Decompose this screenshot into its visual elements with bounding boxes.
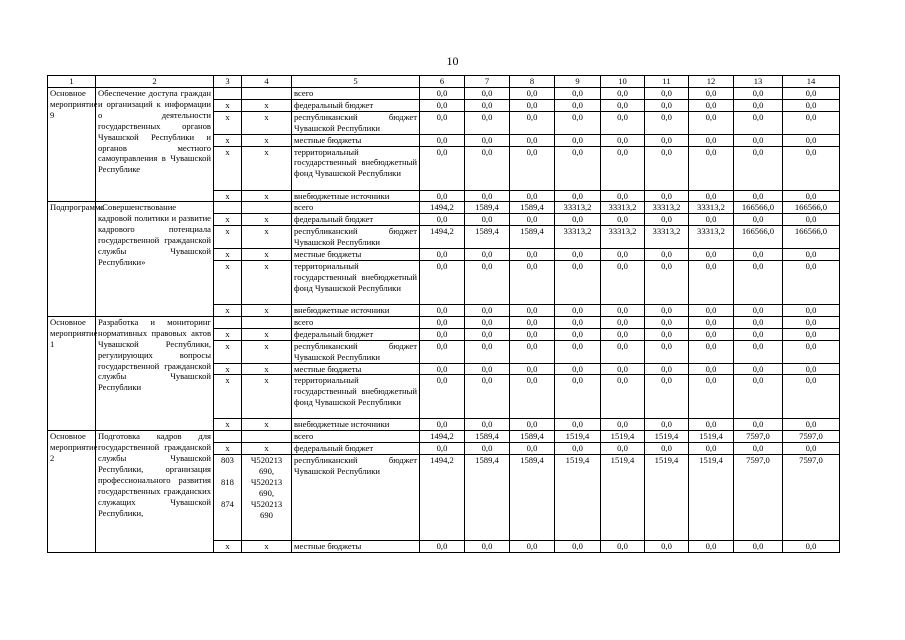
value-cell: 0,0 [601, 214, 645, 226]
value-cell: 0,0 [783, 328, 840, 340]
value-cell: 0,0 [783, 363, 840, 375]
value-cell: 0,0 [601, 304, 645, 316]
admin-code-cell: x [214, 419, 242, 431]
table-row [48, 202, 840, 214]
target-article-cell [242, 431, 292, 443]
header-cell-10: 10 [601, 76, 645, 88]
value-cell: 0,0 [783, 375, 840, 419]
value-cell: 0,0 [689, 340, 734, 363]
value-cell: 0,0 [555, 134, 601, 146]
funding-source-cell: внебюджетные источники [292, 419, 420, 431]
value-cell: 0,0 [420, 316, 465, 328]
value-cell: 0,0 [689, 328, 734, 340]
header-cell-14: 14 [783, 76, 840, 88]
value-cell: 0,0 [420, 249, 465, 261]
value-cell: 1589,4 [510, 226, 555, 249]
funding-source-cell: территориальный государственный внебюджетный фонд Чувашской Республики [292, 260, 420, 304]
admin-code-cell [214, 316, 242, 328]
value-cell: 7597,0 [734, 455, 783, 541]
value-cell: 0,0 [555, 99, 601, 111]
value-cell: 0,0 [420, 375, 465, 419]
value-cell: 0,0 [689, 146, 734, 190]
value-cell: 0,0 [734, 363, 783, 375]
value-cell: 0,0 [783, 190, 840, 202]
value-cell: 0,0 [689, 541, 734, 553]
value-cell: 0,0 [734, 328, 783, 340]
value-cell: 0,0 [465, 146, 510, 190]
value-cell: 0,0 [783, 316, 840, 328]
value-cell: 0,0 [601, 443, 645, 455]
value-cell: 0,0 [465, 190, 510, 202]
value-cell: 0,0 [783, 541, 840, 553]
value-cell: 1519,4 [601, 455, 645, 541]
value-cell: 0,0 [555, 541, 601, 553]
admin-code-cell: x [214, 304, 242, 316]
value-cell: 0,0 [420, 146, 465, 190]
value-cell: 0,0 [510, 419, 555, 431]
value-cell: 1519,4 [601, 431, 645, 443]
value-cell: 0,0 [510, 249, 555, 261]
value-cell: 0,0 [465, 443, 510, 455]
value-cell: 0,0 [734, 190, 783, 202]
value-cell: 1519,4 [555, 431, 601, 443]
value-cell: 0,0 [465, 249, 510, 261]
admin-code-cell: x [214, 226, 242, 249]
header-cell-6: 6 [420, 76, 465, 88]
value-cell: 0,0 [783, 443, 840, 455]
admin-code-cell [214, 88, 242, 100]
admin-code-cell: x [214, 111, 242, 134]
program-level-cell: Основное мероприятие 2 [48, 431, 96, 553]
value-cell: 0,0 [689, 190, 734, 202]
value-cell: 0,0 [689, 214, 734, 226]
funding-source-cell: местные бюджеты [292, 134, 420, 146]
funding-source-cell: внебюджетные источники [292, 304, 420, 316]
value-cell: 1589,4 [510, 431, 555, 443]
value-cell: 0,0 [689, 443, 734, 455]
value-cell: 0,0 [510, 88, 555, 100]
value-cell: 0,0 [601, 99, 645, 111]
value-cell: 0,0 [555, 328, 601, 340]
value-cell: 0,0 [734, 316, 783, 328]
funding-source-cell: всего [292, 88, 420, 100]
funding-source-cell: местные бюджеты [292, 541, 420, 553]
value-cell: 0,0 [420, 111, 465, 134]
value-cell: 0,0 [783, 134, 840, 146]
header-cell-5: 5 [292, 76, 420, 88]
admin-code-cell: x [214, 375, 242, 419]
value-cell: 0,0 [689, 249, 734, 261]
value-cell: 0,0 [734, 134, 783, 146]
value-cell: 0,0 [734, 249, 783, 261]
value-cell: 1589,4 [510, 202, 555, 214]
program-name-cell: Подготовка кадров для государственной гражданской службы Чувашской Республики, организация профессионального развития государственных гражданских служащих Чувашской Республики, [96, 431, 214, 553]
target-article-cell [242, 202, 292, 214]
value-cell: 0,0 [601, 328, 645, 340]
value-cell: 33313,2 [645, 202, 689, 214]
value-cell: 0,0 [420, 328, 465, 340]
value-cell: 0,0 [783, 88, 840, 100]
value-cell: 0,0 [783, 249, 840, 261]
value-cell: 1589,4 [465, 455, 510, 541]
header-cell-3: 3 [214, 76, 242, 88]
admin-code-cell: x [214, 541, 242, 553]
value-cell: 0,0 [420, 443, 465, 455]
value-cell: 0,0 [689, 419, 734, 431]
value-cell: 0,0 [601, 419, 645, 431]
header-cell-1: 1 [48, 76, 96, 88]
value-cell: 1494,2 [420, 226, 465, 249]
value-cell: 0,0 [601, 146, 645, 190]
value-cell: 0,0 [645, 363, 689, 375]
admin-code-cell: x [214, 363, 242, 375]
value-cell: 0,0 [783, 99, 840, 111]
value-cell: 0,0 [510, 111, 555, 134]
target-article-cell: x [242, 190, 292, 202]
funding-source-cell: республиканский бюджет Чувашской Республики [292, 455, 420, 541]
value-cell: 0,0 [783, 146, 840, 190]
value-cell: 0,0 [510, 328, 555, 340]
value-cell: 0,0 [689, 304, 734, 316]
header-cell-11: 11 [645, 76, 689, 88]
funding-source-cell: федеральный бюджет [292, 443, 420, 455]
value-cell: 0,0 [510, 541, 555, 553]
target-article-cell [242, 316, 292, 328]
funding-source-cell: территориальный государственный внебюджетный фонд Чувашской Республики [292, 146, 420, 190]
value-cell: 0,0 [601, 88, 645, 100]
value-cell: 0,0 [601, 363, 645, 375]
value-cell: 0,0 [510, 260, 555, 304]
value-cell: 0,0 [689, 111, 734, 134]
funding-source-cell: всего [292, 316, 420, 328]
value-cell: 0,0 [601, 134, 645, 146]
target-article-cell: x [242, 541, 292, 553]
funding-source-cell: федеральный бюджет [292, 328, 420, 340]
value-cell: 0,0 [420, 340, 465, 363]
admin-code-cell [214, 202, 242, 214]
value-cell: 0,0 [465, 304, 510, 316]
value-cell: 0,0 [645, 111, 689, 134]
value-cell: 0,0 [555, 88, 601, 100]
header-row [48, 76, 840, 88]
header-cell-12: 12 [689, 76, 734, 88]
value-cell: 0,0 [420, 363, 465, 375]
value-cell: 33313,2 [645, 226, 689, 249]
value-cell: 0,0 [465, 340, 510, 363]
value-cell: 0,0 [510, 304, 555, 316]
value-cell: 0,0 [689, 134, 734, 146]
value-cell: 0,0 [555, 249, 601, 261]
value-cell: 0,0 [510, 443, 555, 455]
value-cell: 33313,2 [555, 226, 601, 249]
value-cell: 0,0 [465, 260, 510, 304]
funding-source-cell: федеральный бюджет [292, 214, 420, 226]
admin-code-cell: x [214, 146, 242, 190]
value-cell: 0,0 [734, 541, 783, 553]
value-cell: 0,0 [645, 419, 689, 431]
value-cell: 0,0 [645, 214, 689, 226]
value-cell: 0,0 [510, 316, 555, 328]
target-article-cell: x [242, 419, 292, 431]
program-name-cell: «Совершенствование кадровой политики и развитие кадрового потенциала государственной гражданской службы Чувашской Республики» [96, 202, 214, 316]
value-cell: 0,0 [510, 134, 555, 146]
value-cell: 0,0 [601, 111, 645, 134]
value-cell: 0,0 [465, 363, 510, 375]
admin-code-cell: x [214, 134, 242, 146]
value-cell: 1589,4 [465, 431, 510, 443]
value-cell: 166566,0 [783, 226, 840, 249]
value-cell: 33313,2 [689, 226, 734, 249]
value-cell: 0,0 [783, 340, 840, 363]
value-cell: 0,0 [734, 111, 783, 134]
value-cell: 0,0 [689, 316, 734, 328]
funding-source-cell: территориальный государственный внебюджетный фонд Чувашской Республики [292, 375, 420, 419]
header-cell-2: 2 [96, 76, 214, 88]
value-cell: 7597,0 [734, 431, 783, 443]
value-cell: 0,0 [645, 340, 689, 363]
funding-source-cell: республиканский бюджет Чувашской Республики [292, 226, 420, 249]
value-cell: 0,0 [555, 443, 601, 455]
value-cell: 1589,4 [465, 202, 510, 214]
value-cell: 0,0 [645, 146, 689, 190]
value-cell: 0,0 [601, 260, 645, 304]
value-cell: 0,0 [601, 340, 645, 363]
value-cell: 0,0 [465, 541, 510, 553]
header-cell-9: 9 [555, 76, 601, 88]
table-row [48, 88, 840, 100]
admin-code-cell: x [214, 340, 242, 363]
value-cell: 0,0 [689, 375, 734, 419]
target-article-cell: x [242, 249, 292, 261]
value-cell: 0,0 [783, 419, 840, 431]
value-cell: 0,0 [510, 190, 555, 202]
value-cell: 0,0 [783, 260, 840, 304]
target-article-cell: x [242, 260, 292, 304]
header-cell-13: 13 [734, 76, 783, 88]
value-cell: 0,0 [645, 328, 689, 340]
target-article-cell: x [242, 443, 292, 455]
value-cell: 1589,4 [510, 455, 555, 541]
value-cell: 0,0 [420, 134, 465, 146]
value-cell: 0,0 [465, 328, 510, 340]
value-cell: 0,0 [783, 304, 840, 316]
header-cell-7: 7 [465, 76, 510, 88]
header-cell-8: 8 [510, 76, 555, 88]
value-cell: 1519,4 [689, 431, 734, 443]
value-cell: 1519,4 [555, 455, 601, 541]
value-cell: 166566,0 [783, 202, 840, 214]
funding-source-cell: внебюджетные источники [292, 190, 420, 202]
value-cell: 0,0 [510, 363, 555, 375]
value-cell: 1494,2 [420, 455, 465, 541]
value-cell: 0,0 [465, 134, 510, 146]
value-cell: 0,0 [420, 304, 465, 316]
value-cell: 0,0 [734, 375, 783, 419]
funding-source-cell: всего [292, 431, 420, 443]
value-cell: 0,0 [420, 419, 465, 431]
target-article-cell [242, 88, 292, 100]
value-cell: 33313,2 [601, 202, 645, 214]
funding-source-cell: федеральный бюджет [292, 99, 420, 111]
value-cell: 33313,2 [555, 202, 601, 214]
value-cell: 0,0 [420, 260, 465, 304]
value-cell: 0,0 [601, 375, 645, 419]
value-cell: 0,0 [420, 190, 465, 202]
value-cell: 1589,4 [465, 226, 510, 249]
value-cell: 166566,0 [734, 226, 783, 249]
value-cell: 0,0 [689, 99, 734, 111]
value-cell: 0,0 [645, 375, 689, 419]
value-cell: 33313,2 [601, 226, 645, 249]
value-cell: 0,0 [734, 340, 783, 363]
value-cell: 0,0 [734, 443, 783, 455]
value-cell: 0,0 [555, 363, 601, 375]
value-cell: 0,0 [555, 190, 601, 202]
program-name-cell: Разработка и мониторинг нормативных правовых актов Чувашской Республики, регулирующих вопросы государственной гражданской службы Чувашской Республики [96, 316, 214, 430]
value-cell: 7597,0 [783, 431, 840, 443]
target-article-cell: Ч520213 690, Ч520213 690, Ч520213 690 [242, 455, 292, 541]
value-cell: 0,0 [734, 419, 783, 431]
value-cell: 0,0 [689, 260, 734, 304]
header-cell-4: 4 [242, 76, 292, 88]
value-cell: 0,0 [601, 541, 645, 553]
program-name-cell: Обеспечение доступа граждан и организаций к информации о деятельности государственных органов Чувашской Республики и органов местного самоуправления в Чувашской Республике [96, 88, 214, 202]
value-cell: 0,0 [734, 214, 783, 226]
admin-code-cell [214, 431, 242, 443]
value-cell: 0,0 [510, 214, 555, 226]
admin-code-cell: 803 818 874 [214, 455, 242, 541]
value-cell: 0,0 [555, 375, 601, 419]
funding-source-cell: местные бюджеты [292, 249, 420, 261]
target-article-cell: x [242, 99, 292, 111]
value-cell: 0,0 [645, 249, 689, 261]
value-cell: 0,0 [783, 214, 840, 226]
value-cell: 0,0 [555, 260, 601, 304]
value-cell: 0,0 [465, 419, 510, 431]
target-article-cell: x [242, 340, 292, 363]
value-cell: 0,0 [689, 363, 734, 375]
value-cell: 0,0 [555, 316, 601, 328]
value-cell: 0,0 [734, 99, 783, 111]
value-cell: 0,0 [645, 134, 689, 146]
admin-code-cell: x [214, 328, 242, 340]
value-cell: 1494,2 [420, 431, 465, 443]
value-cell: 0,0 [555, 111, 601, 134]
value-cell: 0,0 [645, 541, 689, 553]
program-level-cell: Основное мероприятие 9 [48, 88, 96, 202]
value-cell: 0,0 [689, 88, 734, 100]
admin-code-cell: x [214, 249, 242, 261]
program-level-cell: Основное мероприятие 1 [48, 316, 96, 430]
value-cell: 0,0 [420, 214, 465, 226]
value-cell: 0,0 [465, 214, 510, 226]
value-cell: 0,0 [645, 316, 689, 328]
value-cell: 0,0 [601, 190, 645, 202]
funding-source-cell: всего [292, 202, 420, 214]
value-cell: 0,0 [645, 443, 689, 455]
funding-source-cell: республиканский бюджет Чувашской Республики [292, 340, 420, 363]
value-cell: 0,0 [510, 99, 555, 111]
value-cell: 0,0 [783, 111, 840, 134]
value-cell: 0,0 [465, 375, 510, 419]
value-cell: 1519,4 [645, 431, 689, 443]
value-cell: 0,0 [734, 146, 783, 190]
value-cell: 1519,4 [689, 455, 734, 541]
target-article-cell: x [242, 304, 292, 316]
page-number: 10 [446, 54, 459, 68]
value-cell: 7597,0 [783, 455, 840, 541]
value-cell: 0,0 [420, 99, 465, 111]
target-article-cell: x [242, 328, 292, 340]
value-cell: 0,0 [555, 340, 601, 363]
value-cell: 1519,4 [645, 455, 689, 541]
value-cell: 0,0 [734, 88, 783, 100]
value-cell: 0,0 [555, 304, 601, 316]
funding-source-cell: местные бюджеты [292, 363, 420, 375]
target-article-cell: x [242, 134, 292, 146]
target-article-cell: x [242, 363, 292, 375]
admin-code-cell: x [214, 260, 242, 304]
target-article-cell: x [242, 146, 292, 190]
admin-code-cell: x [214, 190, 242, 202]
value-cell: 0,0 [510, 375, 555, 419]
target-article-cell: x [242, 226, 292, 249]
value-cell: 0,0 [555, 419, 601, 431]
value-cell: 0,0 [601, 316, 645, 328]
admin-code-cell: x [214, 443, 242, 455]
value-cell: 0,0 [510, 146, 555, 190]
value-cell: 0,0 [734, 304, 783, 316]
program-level-cell: Подпрограмма [48, 202, 96, 316]
value-cell: 1494,2 [420, 202, 465, 214]
value-cell: 33313,2 [689, 202, 734, 214]
value-cell: 0,0 [420, 541, 465, 553]
target-article-cell: x [242, 375, 292, 419]
value-cell: 0,0 [645, 99, 689, 111]
value-cell: 0,0 [465, 99, 510, 111]
value-cell: 0,0 [510, 340, 555, 363]
admin-code-cell: x [214, 214, 242, 226]
value-cell: 0,0 [465, 111, 510, 134]
value-cell: 0,0 [420, 88, 465, 100]
value-cell: 0,0 [555, 146, 601, 190]
target-article-cell: x [242, 111, 292, 134]
value-cell: 0,0 [465, 88, 510, 100]
budget-table [47, 75, 840, 553]
value-cell: 0,0 [465, 316, 510, 328]
value-cell: 0,0 [645, 260, 689, 304]
funding-source-cell: республиканский бюджет Чувашской Республики [292, 111, 420, 134]
value-cell: 166566,0 [734, 202, 783, 214]
value-cell: 0,0 [601, 249, 645, 261]
target-article-cell: x [242, 214, 292, 226]
value-cell: 0,0 [645, 304, 689, 316]
value-cell: 0,0 [645, 88, 689, 100]
admin-code-cell: x [214, 99, 242, 111]
value-cell: 0,0 [555, 214, 601, 226]
table-row [48, 431, 840, 443]
value-cell: 0,0 [734, 260, 783, 304]
value-cell: 0,0 [645, 190, 689, 202]
table-row [48, 316, 840, 328]
